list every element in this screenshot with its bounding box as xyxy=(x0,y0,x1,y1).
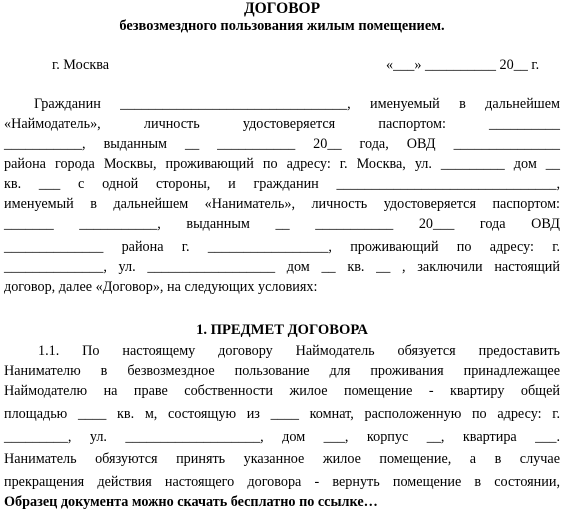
preamble-line: договор, далее «Договор», на следующих условиях: xyxy=(4,279,318,295)
section-line: Нанимателю в безвозмездное пользование для проживания принадлежащее xyxy=(4,363,560,379)
preamble-line: _______ ___________, выданным __ ___________ 20___ года ОВД xyxy=(4,216,560,232)
preamble-line: ______________, ул. __________________ дом __ кв. __ , заключили настоящий xyxy=(4,259,560,275)
download-note: Образец документа можно скачать бесплатно по ссылке… xyxy=(4,494,378,510)
section-line: Наниматель обязуются принять указанное жилое помещение, а в случае xyxy=(4,451,560,467)
preamble-line: именуемый в дальнейшем «Наниматель», личность удостоверяется паспортом: xyxy=(4,196,560,212)
section-heading: 1. ПРЕДМЕТ ДОГОВОРА xyxy=(196,322,368,338)
preamble-line: Гражданин ________________________________, именуемый в дальнейшем xyxy=(34,96,560,112)
city-field: г. Москва xyxy=(52,57,110,73)
preamble-line: кв. ___ с одной стороны, и гражданин _______________________________, xyxy=(4,176,560,192)
section-line: _________, ул. ___________________, дом ___, корпус __, квартира ___. xyxy=(4,429,560,445)
document-subtitle: безвозмездного пользования жилым помещением. xyxy=(119,18,445,34)
document-title: ДОГОВОР xyxy=(243,0,321,17)
date-field: «___» __________ 20__ г. xyxy=(386,57,540,73)
preamble-line: ______________ района г. _________________, проживающий по адресу: г. xyxy=(4,239,560,255)
preamble-line: района города Москвы, проживающий по адресу: г. Москва, ул. _________ дом __ xyxy=(4,156,560,172)
section-line: площадью ____ кв. м, состоящую из ____ комнат, расположенную по адресу: г. xyxy=(4,406,560,422)
preamble-line: «Наймодатель», личность удостоверяется паспортом: __________ xyxy=(4,116,560,132)
section-line: прекращения действия настоящего договора - вернуть помещение в состоянии, xyxy=(4,474,560,490)
section-line: 1.1. По настоящему договору Наймодатель обязуется предоставить xyxy=(38,343,560,359)
preamble-line: ___________, выданным __ ___________ 20__ года, ОВД _______________ xyxy=(4,136,560,152)
section-line: Наймодателю на праве собственности жилое помещение - квартиру общей xyxy=(4,383,560,399)
